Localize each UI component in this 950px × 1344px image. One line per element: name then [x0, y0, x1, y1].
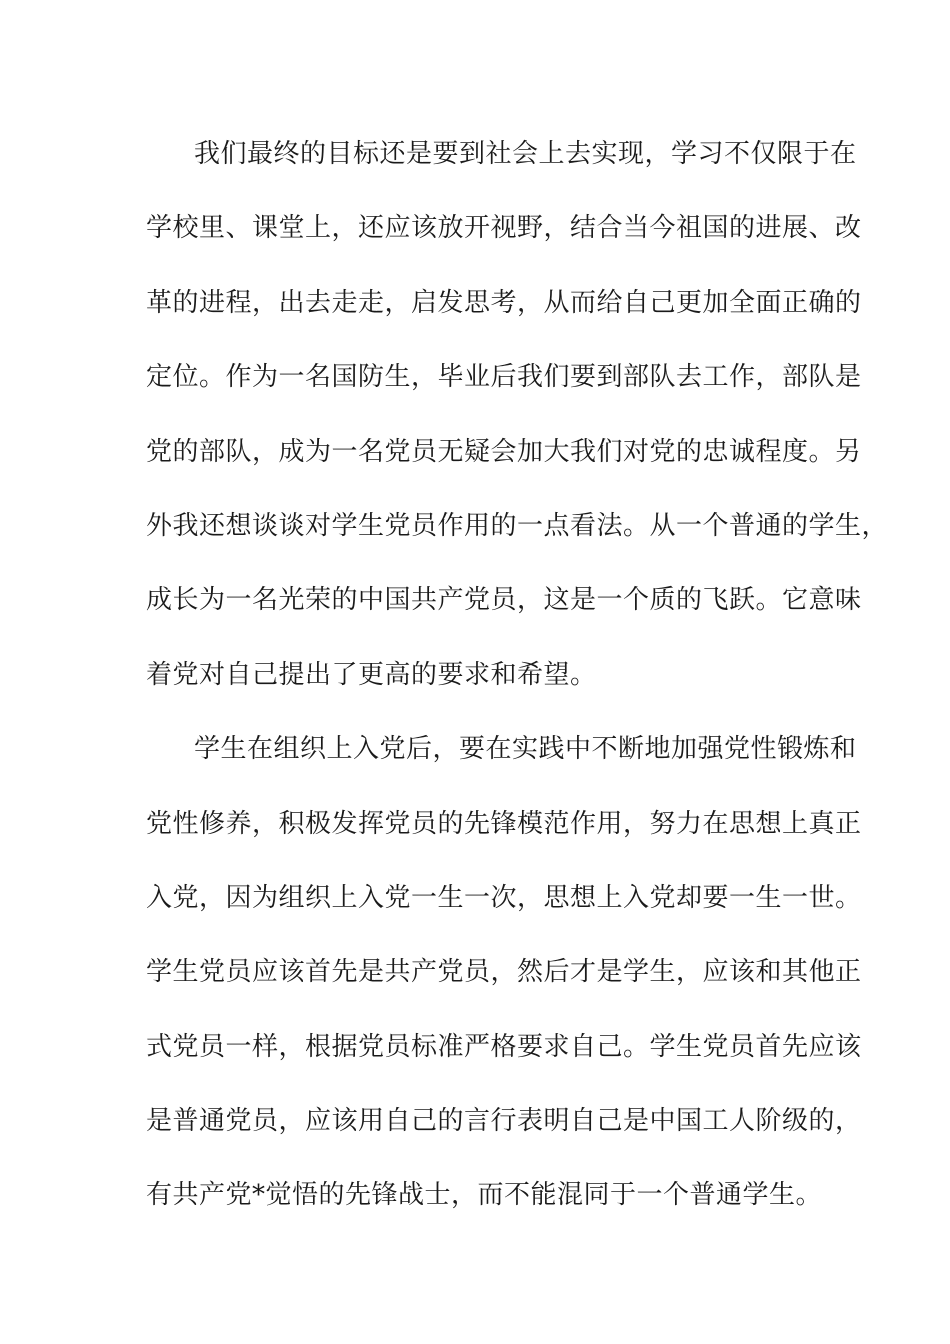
paragraph-line: 学校里、课堂上，还应该放开视野，结合当今祖国的进展、改 — [146, 213, 862, 244]
document-body — [146, 131, 889, 1247]
paragraph-line: 定位。作为一名国防生，毕业后我们要到部队去工作，部队是 — [146, 362, 862, 393]
paragraph-line: 着党对自己提出了更高的要求和希望。 — [146, 659, 597, 690]
paragraph-line: 学生在组织上入党后，要在实践中不断地加强党性锻炼和 — [194, 734, 857, 765]
paragraph-line: 党性修养，积极发挥党员的先锋模范作用，努力在思想上真正 — [146, 808, 862, 839]
paragraph-line: 学生党员应该首先是共产党员，然后才是学生，应该和其他正 — [146, 957, 862, 988]
paragraph-line: 革的进程，出去走走，启发思考，从而给自己更加全面正确的 — [146, 287, 862, 318]
paragraph-line: 式党员一样，根据党员标准严格要求自己。学生党员首先应该 — [146, 1031, 862, 1062]
paragraph-line: 入党，因为组织上入党一生一次，思想上入党却要一生一世。 — [146, 882, 862, 913]
paragraph-line: 有共产党*觉悟的先锋战士，而不能混同于一个普通学生。 — [146, 1180, 823, 1211]
paragraph-line: 党的部队，成为一名党员无疑会加大我们对党的忠诚程度。另 — [146, 436, 862, 467]
paragraph-line: 成长为一名光荣的中国共产党员，这是一个质的飞跃。它意味 — [146, 585, 862, 616]
paragraph-line: 是普通党员，应该用自己的言行表明自己是中国工人阶级的， — [146, 1106, 862, 1137]
paragraph-line: 我们最终的目标还是要到社会上去实现，学习不仅限于在 — [194, 139, 857, 169]
paragraph-line: 外我还想谈谈对学生党员作用的一点看法。从一个普通的学生， — [146, 510, 889, 541]
paragraph-1 — [146, 131, 889, 726]
paragraph-2 — [146, 726, 862, 1247]
